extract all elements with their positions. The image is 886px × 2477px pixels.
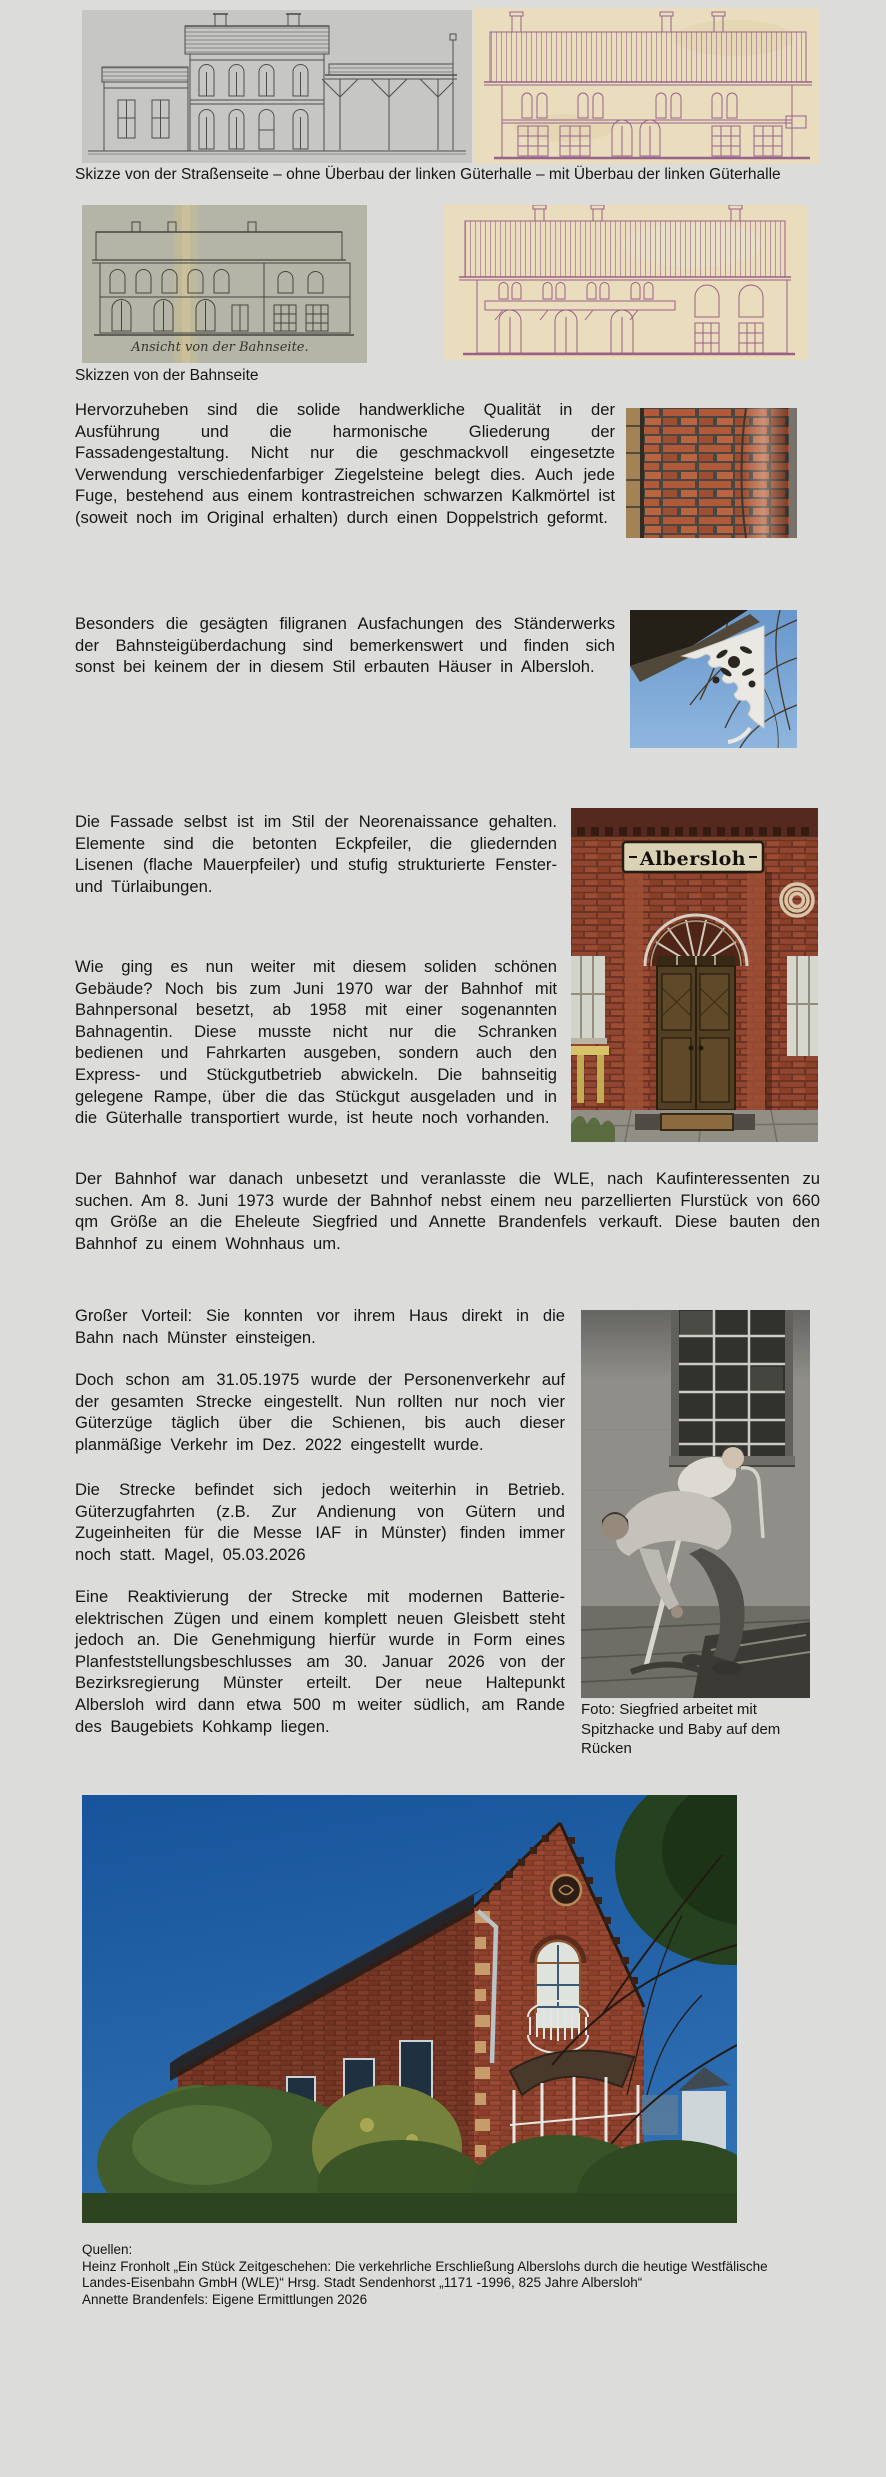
canopy-bracket-photo: [630, 610, 797, 748]
paragraph-reactivation: Eine Reaktivierung der Strecke mit modernen Batterie-elektrischen Zügen und einem komplett neuen Gleisbett steht jedoch an. Die Genehmigung hierfür wurde in Form eines Planfeststellungsbeschlusses am 30. Januar 2026 von der Bezirksregierung Münster erteilt. Der neue Haltepunkt Albersloh wird dann etwa 500 m weiter südlich, am Rande des Baugebiets Kohkamp liegen.: [75, 1587, 565, 1736]
paragraph-station-history: Wie ging es nun weiter mit diesem soliden schönen Gebäude? Noch bis zum Juni 1970 war der Bahnhof mit Bahnpersonal besetzt, ab 1958 mit einer sogenannten Bahnagentin. Diese musste nicht nur die Schranken bedienen und Fahrkarten ausgeben, sondern auch den Express- und Stückgutbetrieb abwickeln. Die bahnseitig gelegene Rampe, über die das Stückgut ausgeladen und in die Güterhalle transportiert wurde, ist heute noch vorhanden.: [75, 957, 557, 1128]
worker-photo: [581, 1310, 810, 1698]
rail-sketch-left: [82, 205, 367, 363]
street-sketch-right: [474, 8, 820, 164]
station-entrance-photo: [571, 808, 818, 1142]
paragraph-canopy-ornaments: Besonders die gesägten filigranen Ausfachungen des Ständerwerks der Bahnsteigüberdachung sind bemerkenswert und finden sich sonst bei keinem der in diesem Stil erbauten Häuser in Albersloh.: [75, 614, 615, 677]
paragraph-craft-quality: Hervorzuheben sind die solide handwerkliche Qualität in der Ausführung und die harmonische Gliederung der Fassadengestaltung. Nicht nur die geschmackvoll eingesetzte Verwendung verschiedenfarbiger Ziegelsteine belegt dies. Auch jede Fuge, bestehend aus einem kontrastreichen schwarzen Kalkmörtel ist (soweit noch im Original erhalten) durch einen Doppelstrich geformt.: [75, 400, 615, 527]
paragraph-advantage: Großer Vorteil: Sie konnten vor ihrem Haus direkt in die Bahn nach Münster einsteigen.: [75, 1306, 565, 1347]
paragraph-freight-service: Die Strecke befindet sich jedoch weiterhin in Betrieb. Güterzugfahrten (z.B. Zur Andienung von Gütern und Zugeinheiten für die Messe IAF in Münster) finden immer noch statt. Magel, 05.03.2026: [75, 1480, 565, 1564]
paragraph-passenger-end: Doch schon am 31.05.1975 wurde der Personenverkehr auf der gesamten Strecke eingestellt. Nun rollten nur noch vier Güterzüge täglich über die Schienen, bis auch dieser planmäßige Verkehr im Dez. 2022 eingestellt wurde.: [75, 1370, 565, 1454]
station-house-photo: [82, 1795, 737, 2223]
source-line: Annette Brandenfels: Eigene Ermittlungen 2026: [82, 2291, 368, 2307]
paragraph-facade-style: Die Fassade selbst ist im Stil der Neorenaissance gehalten. Elemente sind die betonten Eckpfeiler, die gliedernden Lisenen (flache Mauerpfeiler) und stufig strukturierte Fenster- und Türlaibungen.: [75, 812, 557, 896]
worker-photo-caption: Foto: Siegfried arbeitet mit Spitzhacke und Baby auf dem Rücken: [581, 1701, 781, 1757]
sources-heading: Quellen:: [82, 2242, 133, 2257]
sources-block: [82, 2242, 872, 2308]
rail-sketch-right: [443, 205, 807, 360]
source-line: Landes-Eisenbahn GmbH (WLE)“ Hrsg. Stadt Sendenhorst „1171 -1996, 825 Jahre Albersloh“: [82, 2275, 643, 2291]
handwritten-label: Ansicht von der Bahnseite.: [131, 340, 309, 355]
street-sketch-caption: Skizze von der Straßenseite – ohne Überbau der linken Güterhalle – mit Überbau der linken Güterhalle: [75, 166, 781, 183]
paragraph-sale-1973: Der Bahnhof war danach unbesetzt und veranlasste die WLE, nach Kaufinteressenten zu suchen. Am 8. Juni 1973 wurde der Bahnhof nebst einem neu parzellierten Flurstück von 660 qm Größe an die Eheleute Siegfried und Annette Brandenfels verkauft. Diese bauten den Bahnhof zu einem Wohnhaus um.: [75, 1169, 820, 1253]
rail-sketch-caption: Skizzen von der Bahnseite: [75, 367, 259, 384]
station-sign-text: Albersloh: [639, 848, 747, 870]
street-sketch-left: [82, 10, 472, 163]
source-line: Heinz Fronholt „Ein Stück Zeitgeschehen: Die verkehrliche Erschließung Alberslohs durch die heutige Westfälische: [82, 2258, 768, 2274]
brickwork-photo: [626, 408, 797, 538]
